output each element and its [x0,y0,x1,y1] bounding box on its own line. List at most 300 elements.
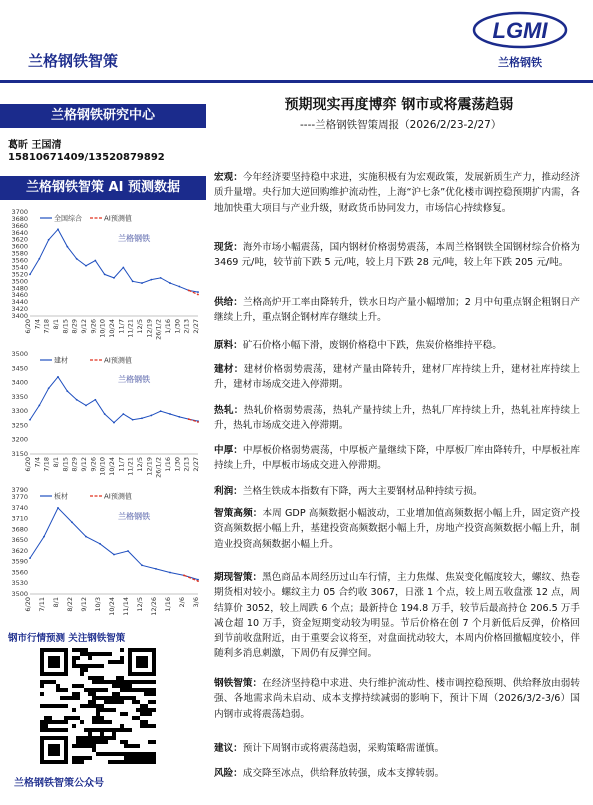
chart-watermark: 兰格钢铁 [118,375,151,384]
data-point [197,421,199,423]
qr-module [96,696,100,700]
x-tick-label: 11/21 [126,319,135,338]
chart-svg-plate [4,484,204,620]
x-tick-label: 8/1 [52,457,60,468]
qr-module [44,724,48,728]
qr-code[interactable] [40,648,156,764]
data-point [57,228,59,230]
qr-module [144,756,148,760]
qr-module [140,680,144,684]
qr-module [80,664,84,668]
qr-module [128,744,132,748]
qr-module [144,720,148,724]
y-tick-label: 3520 [11,270,28,279]
qr-module [80,760,84,764]
qr-module [60,688,64,692]
qr-module [72,744,76,748]
qr-module [88,656,92,660]
y-tick-label: 3530 [11,579,28,588]
qr-module [108,708,112,712]
ai-forecast-title: 兰格钢铁智策 AI 预测数据 [0,176,206,200]
qr-module [120,680,124,684]
qr-module [120,760,124,764]
x-tick-label: 7/4 [33,457,42,468]
qr-module [148,756,152,760]
qr-module [136,744,140,748]
qr-module [132,716,136,720]
qr-module [56,728,60,732]
qr-module [128,680,132,684]
qr-module [84,740,88,744]
x-tick-label: 7/18 [42,319,51,334]
qr-module [100,696,104,700]
qr-module [144,708,148,712]
qr-module [108,736,112,740]
data-point [38,405,40,407]
data-point [113,422,115,424]
qr-module [72,648,76,652]
qr-module [124,684,128,688]
qr-module [108,752,112,756]
qr-module [76,760,80,764]
legend-label: AI预测值 [104,492,132,501]
qr-module [124,740,128,744]
qr-module [76,696,80,700]
qr-module [72,664,76,668]
qr-module [152,760,156,764]
qr-module [104,752,108,756]
qr-module [92,736,96,740]
section-12 [214,766,580,781]
qr-module [84,728,88,732]
qr-module [140,688,144,692]
qr-module [100,704,104,708]
qr-module [140,724,144,728]
qr-module [96,716,100,720]
qr-module [48,680,52,684]
qr-module [56,688,60,692]
qr-module [144,712,148,716]
qr-finder-core [48,656,60,668]
qr-module [140,752,144,756]
section-1 [214,240,580,271]
y-tick-label: 3660 [11,221,28,230]
qr-module [92,744,96,748]
qr-module [48,716,52,720]
qr-module [80,648,84,652]
data-point [94,260,96,262]
y-tick-label: 3200 [11,435,28,444]
qr-module [112,660,116,664]
qr-module [108,696,112,700]
qr-module [152,692,156,696]
section-text: 在经济坚持稳中求进、央行维护流动性、楼市调控稳预期、供给释放由弱转强、各地需求尚未启动、成本支撑持续减弱的影响下，预计下周（2026/3/2-3/6）国内钢市或将震荡趋弱。 [214,678,581,720]
y-tick-label: 3560 [11,256,28,265]
qr-module [76,744,80,748]
qr-module [152,708,156,712]
qr-module [108,700,112,704]
x-tick-label: 9/26 [89,457,98,472]
qr-module [104,680,108,684]
qr-module [100,720,104,724]
data-point [113,554,115,556]
qr-module [92,676,96,680]
x-tick-label: 10/10 [98,457,107,476]
qr-module [44,716,48,720]
data-point [104,274,106,276]
brand-title: 兰格钢铁智策 [28,52,119,70]
series-line [30,508,198,580]
section-0 [214,170,580,216]
data-point [141,417,143,419]
qr-module [120,728,124,732]
qr-module [96,740,100,744]
qr-module [100,736,104,740]
qr-graphic [40,648,156,764]
qr-module [100,680,104,684]
qr-module [92,748,96,752]
x-tick-label: 2/13 [182,457,191,472]
qr-module [84,736,88,740]
qr-module [88,744,92,748]
x-tick-label: 2/27 [192,319,200,334]
data-point [29,274,31,276]
qr-module [80,736,84,740]
legend-label: 建材 [54,356,68,365]
qr-module [120,660,124,664]
qr-module [116,684,120,688]
qr-module [100,752,104,756]
y-tick-label: 3580 [11,249,28,258]
y-tick-label: 3540 [11,263,28,272]
qr-module [48,728,52,732]
section-label: 热轧： [214,405,244,416]
qr-module [120,684,124,688]
qr-module [124,712,128,716]
qr-module [108,660,112,664]
y-tick-label: 3770 [11,493,28,502]
section-11 [214,741,580,756]
data-point [76,399,78,401]
x-tick-label: 12/5 [136,597,144,612]
qr-module [144,752,148,756]
qr-module [44,720,48,724]
qr-module [88,728,92,732]
x-tick-label: 8/29 [70,319,79,334]
x-tick-label: 1/16 [164,597,172,612]
qr-module [100,740,104,744]
qr-module [132,700,136,704]
qr-module [112,696,116,700]
qr-module [148,740,152,744]
qr-module [124,696,128,700]
qr-module [72,684,76,688]
qr-module [60,704,64,708]
qr-module [92,700,96,704]
x-tick-label: 10/10 [98,319,107,338]
qr-module [120,648,124,652]
qr-module [128,760,132,764]
y-tick-label: 3400 [11,378,28,387]
qr-module [64,696,68,700]
qr-module [96,664,100,668]
qr-module [52,704,56,708]
qr-module [80,744,84,748]
qr-module [40,728,44,732]
section-text: 兰格生铁成本指数有下降，两大主要钢材品种持续亏损。 [242,486,483,497]
y-tick-label: 3500 [11,277,28,286]
x-tick-label: 8/15 [61,319,70,334]
data-point [188,289,190,291]
qr-module [116,680,120,684]
data-point [160,277,162,279]
section-label: 现货： [214,242,243,253]
data-point [132,419,134,421]
qr-module [92,692,96,696]
qr-module [112,736,116,740]
qr-module [136,756,140,760]
qr-module [116,728,120,732]
section-label: 宏观： [214,172,243,183]
section-text: 黑色商品本周经历过山车行情，主力焦煤、焦炭变化幅度较大，螺纹、热卷期货相对较小。螺纹主力 05 合约收 3067，日涨 1 个点，较上周五收盘涨 12 点，周结算价 3052，较上周跌 6 个点；最新持仓 194.8 万手，较节后最高持仓 206.5 万手减仓超 10 万手，资金短期变动较为明显。节后价格在创 7 个月新低后反弹，价格回到节前收盘附近，由于重要会议将至，对盘面扰动较大，本周内价格回撤幅度较小，伴随利多消息刺激，下周仍有反弹空间。 [214,572,581,660]
x-tick-label: 12/5 [136,319,144,334]
qr-module [124,744,128,748]
qr-module [88,652,92,656]
qr-module [96,728,100,732]
header-divider [0,80,593,83]
qr-module [56,720,60,724]
qr-module [132,752,136,756]
qr-module [80,720,84,724]
contact-names: 葛昕 王国清 [8,140,62,151]
qr-module [64,720,68,724]
qr-module [120,712,124,716]
qr-module [88,676,92,680]
qr-module [140,708,144,712]
x-tick-label: 7/11 [38,597,46,612]
qr-module [116,676,120,680]
legend-label: AI预测值 [104,214,132,223]
qr-module [64,716,68,720]
qr-module [96,712,100,716]
x-tick-label: 10/24 [108,319,116,338]
qr-module [100,732,104,736]
qr-module [76,684,80,688]
x-tick-label: 9/12 [80,457,88,472]
chart-svg-national [4,206,204,342]
data-point [38,258,40,260]
qr-module [116,696,120,700]
data-point [43,536,45,538]
x-tick-label: 8/1 [52,319,60,330]
x-tick-label: 26/1/2 [154,319,163,340]
legend-label: 板材 [54,492,68,501]
qr-module [92,664,96,668]
qr-module [56,704,60,708]
data-point [85,536,87,538]
qr-module [72,756,76,760]
data-point [85,265,87,267]
qr-module [76,656,80,660]
qr-module [84,704,88,708]
qr-module [148,712,152,716]
qr-module [104,708,108,712]
section-5 [214,403,580,434]
data-point [188,418,190,420]
section-text: 本周 GDP 高频数据小幅波动，工业增加值高频数据小幅上升，固定资产投资高频数据小幅上升，基建投资高频数据小幅上升，房地产投资高频数据小幅上升，制造业投资高频数据小幅上升。 [214,508,581,550]
qr-module [104,720,108,724]
qr-module [100,716,104,720]
qr-module [152,740,156,744]
section-label: 钢铁智策： [214,678,263,689]
data-point [48,239,50,241]
qr-module [92,688,96,692]
y-tick-label: 3250 [11,421,28,430]
qr-module [92,716,96,720]
qr-module [72,660,76,664]
qr-module [80,668,84,672]
section-label: 建材： [214,364,244,375]
data-point [169,282,171,284]
qr-module [120,696,124,700]
section-text: 热轧价格弱势震荡，热轧产量持续上升，热轧厂库持续上升，热轧社库持续上升，热轧市场成交进入停滞期。 [214,405,581,432]
x-tick-label: 6/20 [24,597,32,612]
data-point [71,521,73,523]
qr-module [100,708,104,712]
qr-module [40,720,44,724]
qr-module [80,756,84,760]
x-tick-label: 8/15 [61,457,70,472]
section-label: 利润： [214,486,243,497]
qr-module [120,724,124,728]
data-point [66,246,68,248]
qr-module [68,696,72,700]
qr-module [128,756,132,760]
section-label: 期现智策： [214,572,263,583]
section-6 [214,443,580,474]
y-tick-label: 3500 [11,590,28,598]
data-point [113,277,115,279]
qr-module [112,732,116,736]
qr-module [44,704,48,708]
qr-module [92,704,96,708]
x-tick-label: 12/19 [145,457,154,476]
qr-module [108,760,112,764]
data-point [29,557,31,559]
chart-national-composite [4,206,204,346]
qr-module [80,672,84,676]
x-tick-label: 2/13 [182,319,191,334]
qr-module [40,724,44,728]
y-tick-label: 3740 [11,503,28,512]
qr-module [144,688,148,692]
qr-module [136,708,140,712]
qr-module [88,704,92,708]
series-line [30,377,198,423]
qr-module [136,700,140,704]
qr-module [128,684,132,688]
qr-module [104,652,108,656]
research-center-title: 兰格钢铁研究中心 [0,104,206,128]
x-tick-label: 6/20 [24,457,32,472]
y-tick-label: 3620 [11,546,28,555]
qr-module [148,680,152,684]
qr-module [84,652,88,656]
qr-module [148,724,152,728]
qr-module [132,756,136,760]
qr-module [144,680,148,684]
qr-module [92,740,96,744]
x-tick-label: 11/7 [117,457,126,472]
qr-module [84,756,88,760]
legend-label: 全国综合 [54,214,82,223]
qr-module [148,692,152,696]
qr-module [104,736,108,740]
data-point [141,282,143,284]
data-point [48,387,50,389]
data-point [122,413,124,415]
x-tick-label: 3/6 [192,597,200,608]
qr-module [112,684,116,688]
qr-module [72,692,76,696]
qr-module [148,760,152,764]
qr-module [96,752,100,756]
qr-module [112,692,116,696]
qr-module [120,688,124,692]
qr-module [92,720,96,724]
qr-module [84,664,88,668]
qr-module [88,692,92,696]
data-point [178,416,180,418]
qr-module [44,728,48,732]
qr-module [120,656,124,660]
qr-module [60,696,64,700]
section-text: 中厚板价格弱势震荡，中厚板产量继续下降，中厚板厂库由降转升，中厚板社库持续上升，中厚板市场成交进入停滞期。 [214,445,581,472]
qr-module [112,752,116,756]
qr-module [88,740,92,744]
qr-module [92,728,96,732]
qr-module [76,736,80,740]
qr-module [76,740,80,744]
qr-module [72,696,76,700]
y-tick-label: 3640 [11,228,28,237]
y-tick-label: 3420 [11,305,28,314]
section-text: 建材价格弱势震荡，建材产量由降转升，建材厂库持续上升，建材社库持续上升，建材市场成交进入停滞期。 [214,364,581,391]
qr-module [104,688,108,692]
x-tick-label: 12/26 [150,597,158,616]
qr-module [84,744,88,748]
qr-module [104,696,108,700]
qr-module [80,684,84,688]
qr-module [140,712,144,716]
qr-module [52,728,56,732]
x-tick-label: 10/24 [108,457,116,476]
qr-module [92,652,96,656]
data-point [150,279,152,281]
section-label: 中厚： [214,445,243,456]
qr-module [88,756,92,760]
y-tick-label: 3790 [11,486,28,494]
qr-module [88,664,92,668]
qr-module [140,756,144,760]
chart-svg-construction [4,348,204,480]
x-tick-label: 26/1/2 [154,457,163,478]
qr-module [136,716,140,720]
section-label: 供给： [214,297,243,308]
qr-module [84,668,88,672]
qr-module [144,724,148,728]
contact-phones: 15810671409/13520879892 [8,152,165,163]
